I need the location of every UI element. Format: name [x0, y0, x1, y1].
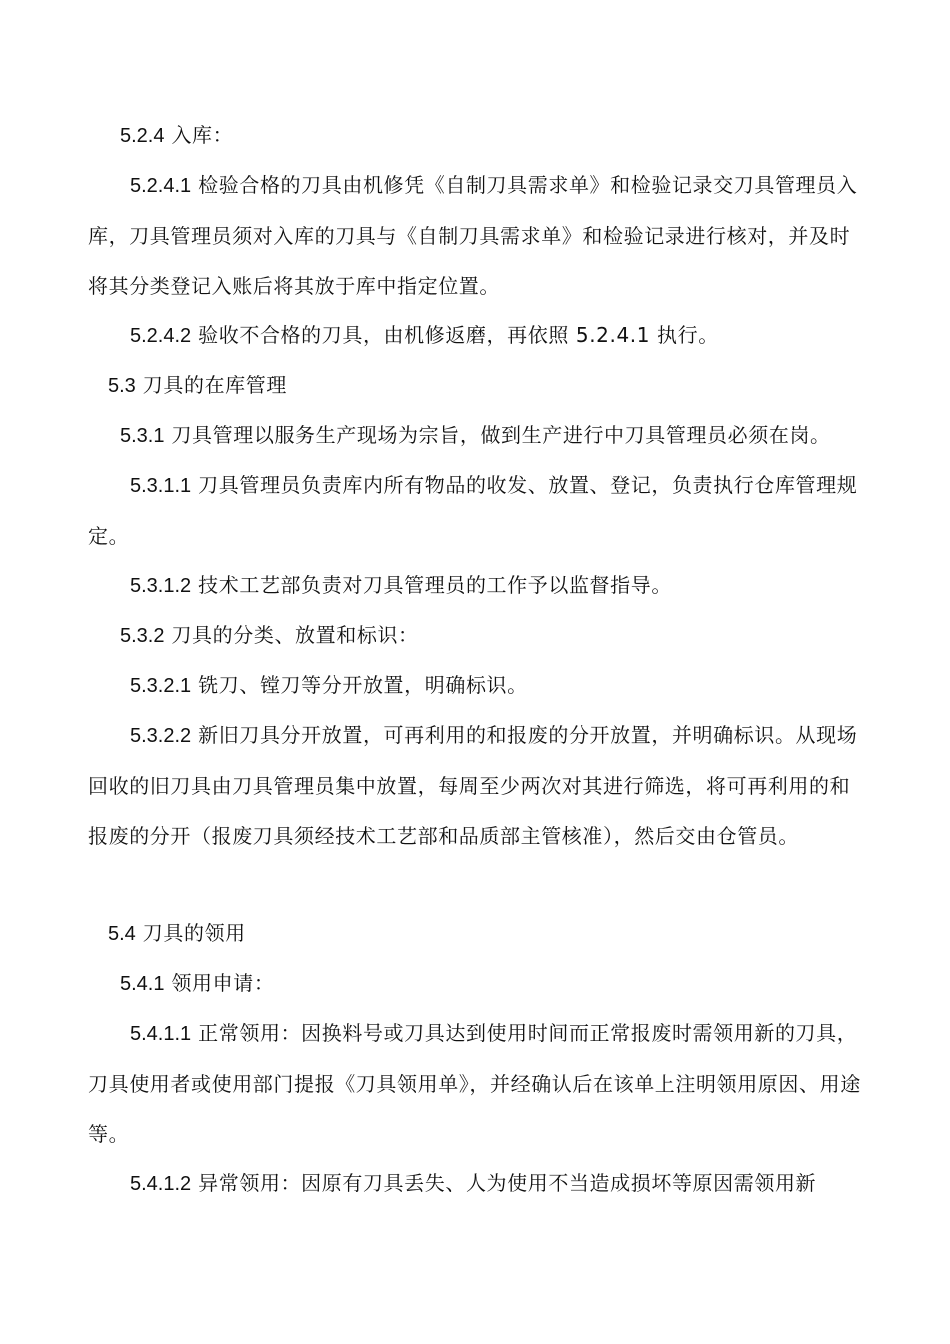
paragraph-text: 铣刀、镗刀等分开放置，明确标识。 — [198, 673, 528, 697]
section-number: 5.2.4.1 — [130, 175, 192, 197]
paragraph-text: 验收不合格的刀具，由机修返磨，再依照 5.2.4.1 执行。 — [198, 323, 719, 347]
paragraph-5-3-1-2 — [88, 560, 868, 611]
section-number: 5.4.1.2 — [130, 1173, 192, 1195]
paragraph-text: 刀具管理员负责库内所有物品的收发、放置、登记，负责执行仓库管理规定。 — [88, 473, 858, 548]
section-number: 5.4.1.1 — [130, 1023, 192, 1045]
paragraph-5-3-1 — [88, 410, 868, 461]
paragraph-5-2-4-2 — [88, 310, 868, 361]
section-number: 5.3 — [108, 375, 136, 397]
paragraph-5-2-4 — [88, 110, 868, 161]
paragraph-text: 技术工艺部负责对刀具管理员的工作予以监督指导。 — [198, 573, 672, 597]
section-number: 5.3.1.1 — [130, 475, 192, 497]
paragraph-text: 正常领用：因换料号或刀具达到使用时间而正常报废时需领用新的刀具，刀具使用者或使用部门提报《刀具领用单》，并经确认后在该单上注明领用原因、用途等。 — [88, 1021, 861, 1146]
section-number: 5.3.2.1 — [130, 675, 192, 697]
paragraph-text: 检验合格的刀具由机修凭《自制刀具需求单》和检验记录交刀具管理员入库，刀具管理员须对入库的刀具与《自制刀具需求单》和检验记录进行核对，并及时将其分类登记入账后将其放于库中指定位置。 — [88, 173, 858, 298]
paragraph-5-3-2-2 — [88, 710, 868, 861]
paragraph-text: 领用申请： — [171, 971, 275, 995]
section-number: 5.2.4 — [120, 125, 165, 147]
heading-5-4 — [88, 908, 868, 959]
paragraph-5-4-1-1 — [88, 1008, 868, 1159]
paragraph-text: 入库： — [171, 123, 234, 147]
heading-5-3 — [88, 360, 868, 411]
section-number: 5.3.2 — [120, 625, 165, 647]
section-number: 5.2.4.2 — [130, 325, 192, 347]
paragraph-text: 异常领用：因原有刀具丢失、人为使用不当造成损坏等原因需领用新 — [198, 1171, 817, 1195]
paragraph-5-3-1-1 — [88, 460, 868, 561]
section-number: 5.4 — [108, 923, 136, 945]
paragraph-text: 刀具管理以服务生产现场为宗旨，做到生产进行中刀具管理员必须在岗。 — [171, 423, 831, 447]
section-number: 5.3.2.2 — [130, 725, 192, 747]
paragraph-text: 新旧刀具分开放置，可再利用的和报废的分开放置，并明确标识。从现场回收的旧刀具由刀具管理员集中放置，每周至少两次对其进行筛选，将可再利用的和报废的分开（报废刀具须经技术工艺部和品质部主管核准），然后交由仓管员。 — [88, 723, 858, 848]
paragraph-text: 刀具的领用 — [142, 921, 246, 945]
paragraph-5-3-2-1 — [88, 660, 868, 711]
paragraph-5-3-2 — [88, 610, 868, 661]
section-number: 5.3.1.2 — [130, 575, 192, 597]
paragraph-5-2-4-1 — [88, 160, 868, 311]
section-number: 5.3.1 — [120, 425, 165, 447]
section-number: 5.4.1 — [120, 973, 165, 995]
paragraph-5-4-1 — [88, 958, 868, 1009]
paragraph-text: 刀具的在库管理 — [142, 373, 287, 397]
paragraph-text: 刀具的分类、放置和标识： — [171, 623, 419, 647]
paragraph-5-4-1-2 — [88, 1158, 868, 1209]
